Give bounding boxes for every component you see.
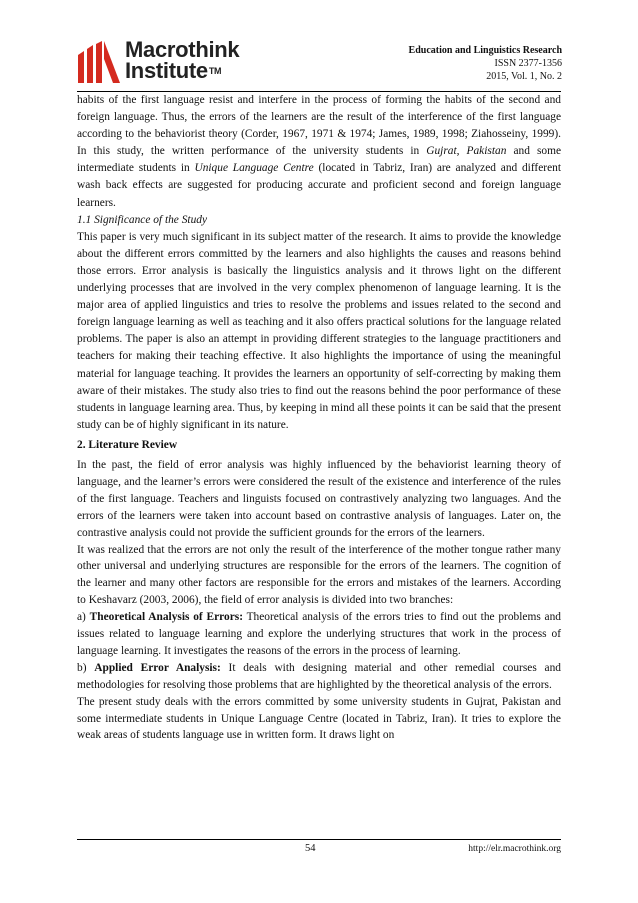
trademark: TM bbox=[208, 66, 222, 76]
paragraph-lit-2: It was realized that the errors are not only the result of the interference of the mother tongue rather many other universal and underlying structures are responsible for the errors of the learners. The cognition of the learner and many other factors are responsible for the errors and mistakes of the learners. According to Keshavarz (2003, 2006), the field of error analysis is divided into two branches: bbox=[77, 543, 561, 607]
page-number: 54 bbox=[305, 843, 316, 854]
journal-title: Education and Linguistics Research bbox=[408, 45, 562, 56]
subsection-heading: 1.1 Significance of the Study bbox=[77, 213, 208, 226]
journal-url[interactable]: http://elr.macrothink.org bbox=[468, 844, 561, 854]
paragraph-lit-1: In the past, the field of error analysis was highly influenced by the behaviorist learning theory of language, and the learner’s errors were considered the result of the existence and interference of the rules of the first language. Teachers and linguists focused on contrastively analyzing two languages. And the errors of the learners were taken into account based on contrastive analysis of languages. Later on, the contrastive analysis could not provide the sufficient grounds for the errors of the learners. bbox=[77, 458, 561, 539]
paragraph-intro-end: habits of the first language resist and interfere in the process of forming the habits of the second and foreign language. Thus, the errors of the learners are the result of the interference of the first language according to the behaviorist theory (Corder, 1967, 1971 & 1974; James, 1989, 1998; Ziahosseiny, 1999). In this study, the written performance of the university students in Gujrat, Pakistan and some intermediate students in Unique Language Centre (located in Tabriz, Iran) are analyzed and different wash back effects are suggested for producing accurate and proficient second and foreign language learners. bbox=[77, 94, 562, 209]
logo-text-line1: Macrothink bbox=[125, 37, 240, 62]
macrothink-logo-icon bbox=[78, 41, 120, 83]
place-gujrat: Gujrat, Pakistan bbox=[426, 145, 507, 158]
article-body bbox=[77, 92, 561, 744]
paragraph-present-study: The present study deals with the errors committed by some university students in Gujrat, Pakistan and some intermediate students in Unique Language Centre (located in Tabriz, Iran). It tries to explore the weak areas of students language use in written form. It draws light on bbox=[77, 695, 561, 742]
publisher-logo bbox=[78, 39, 278, 89]
place-ulc: Unique Language Centre bbox=[194, 162, 314, 175]
issn: ISSN 2377-1356 bbox=[494, 58, 562, 69]
volume-info: 2015, Vol. 1, No. 2 bbox=[486, 71, 562, 82]
footer-rule bbox=[77, 839, 561, 840]
logo-text-line2: Institute™ bbox=[125, 58, 222, 83]
paragraph-branch-b: b) Applied Error Analysis: It deals with designing material and other remedial courses and methodologies for resolving those problems that are highlighted by the theoretical analysis of the errors. bbox=[77, 661, 561, 691]
journal-info bbox=[409, 44, 562, 83]
section-heading: 2. Literature Review bbox=[77, 438, 178, 451]
paragraph-significance: This paper is very much significant in its subject matter of the research. It aims to provide the knowledge about the different errors committed by the learners and also highlights the causes and reasons behind those errors. Error analysis is basically the linguistics analysis and it throws light on the different underlying processes that are involved in the very complex phenomenon of language learning. It is the major area of applied linguistics and tries to resolve the problems and issues related to the second and foreign language learning as well as teaching and it also offers practical solutions for the language related problems. The paper is also an attempt in providing different strategies to the language practitioners and teachers for making their teaching effective. It also highlights the importance of using the meaningful material for language teaching. It provides the learners an opportunity of self-correcting by making them aware of their mistakes. The study also tries to find out the reasons behind the poor performance of these students in language learning area. Thus, by keeping in mind all these points it can be said that the present study can be of highly significant in its nature. bbox=[77, 230, 561, 431]
paragraph-branch-a: a) Theoretical Analysis of Errors: Theoretical analysis of the errors tries to find out the problems and issues related to language learning and explore the underlying structures that work in the process of language learning. It investigates the reasons of the errors in the process of learning. bbox=[77, 611, 561, 657]
